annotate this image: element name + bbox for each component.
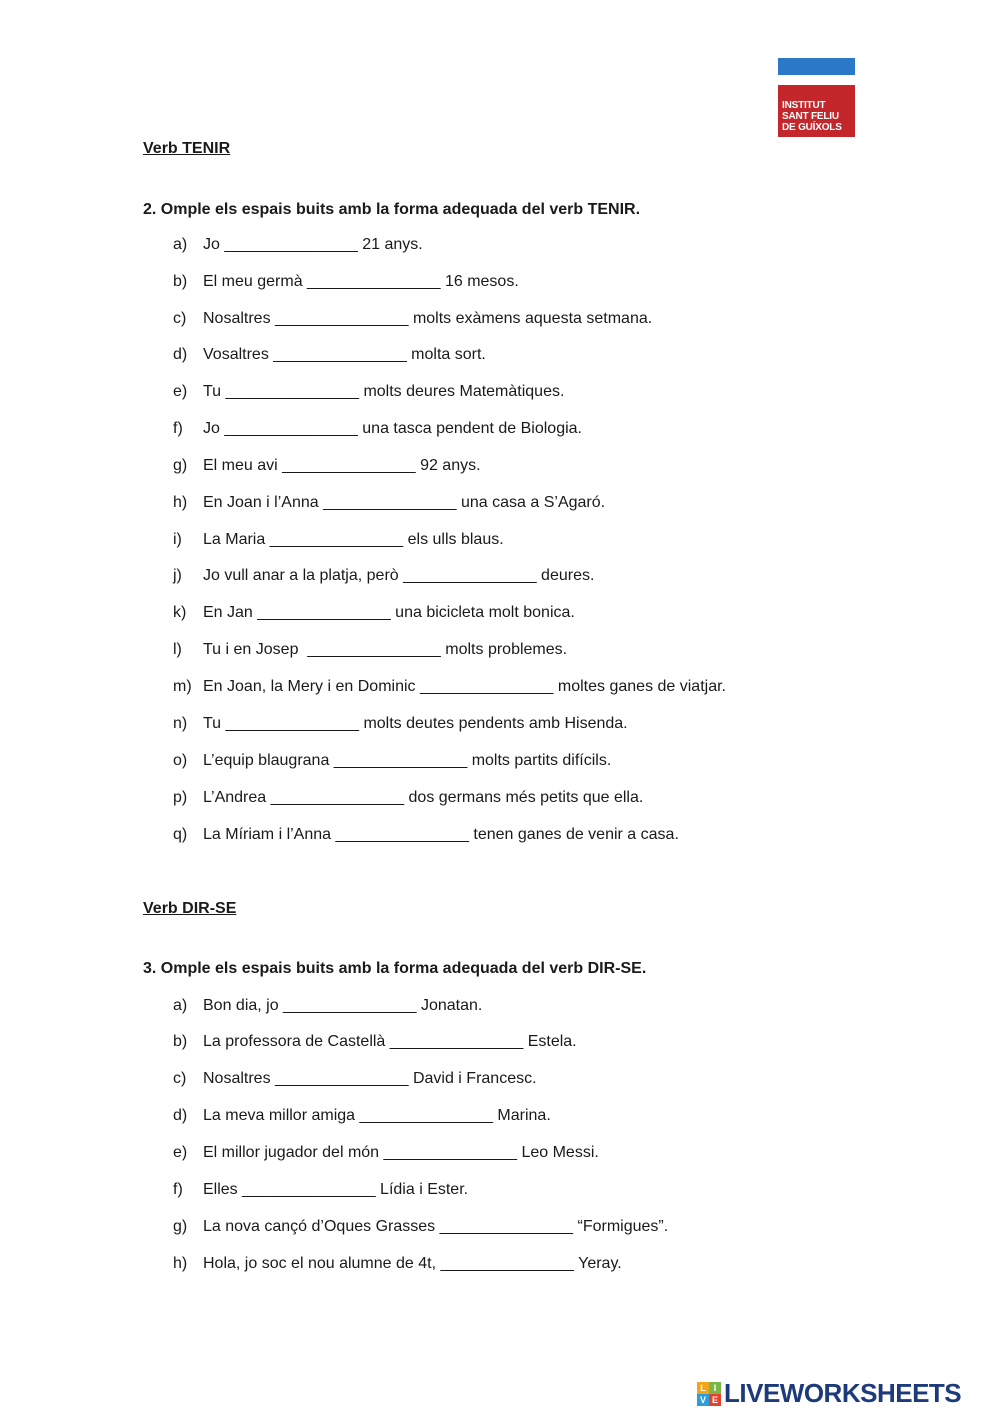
item-letter: h) <box>173 1255 188 1272</box>
icon-cell: L <box>697 1382 709 1394</box>
instruction-tenir: 2. Omple els espais buits amb la forma adequada del verb TENIR. <box>143 201 641 218</box>
item-text: La Míriam i l’Anna _______________ tenen ganes de venir a casa. <box>203 826 679 843</box>
item-letter: l) <box>173 641 182 658</box>
brand-text: LIVEWORKSHEETS <box>724 1378 962 1408</box>
item-letter: d) <box>173 346 188 363</box>
exercise-item <box>173 752 611 770</box>
item-letter: h) <box>173 494 188 511</box>
item-letter: e) <box>173 1144 188 1161</box>
item-letter: b) <box>173 273 188 290</box>
item-text: En Jan _______________ una bicicleta molt bonica. <box>203 604 575 621</box>
item-text: Hola, jo soc el nou alumne de 4t, _______________ Yeray. <box>203 1255 622 1272</box>
item-letter: g) <box>173 1218 188 1235</box>
exercise-item <box>173 567 594 585</box>
item-letter: c) <box>173 310 187 327</box>
icon-cell: V <box>697 1394 709 1406</box>
exercise-item <box>173 715 628 733</box>
item-letter: i) <box>173 531 182 548</box>
item-text: Tu _______________ molts deutes pendents amb Hisenda. <box>203 715 628 732</box>
exercise-item <box>173 1070 537 1088</box>
item-text: Nosaltres _______________ David i Francesc. <box>203 1070 537 1087</box>
item-letter: j) <box>173 567 182 584</box>
item-text: En Joan, la Mery i en Dominic _______________ moltes ganes de viatjar. <box>203 678 726 695</box>
liveworksheets-icon <box>697 1382 721 1406</box>
item-letter: p) <box>173 789 188 806</box>
logo-line-1: INSTITUT <box>782 100 826 111</box>
liveworksheets-brand[interactable] <box>697 1378 961 1409</box>
logo-line-2: SANT FELIU <box>782 111 839 122</box>
item-text: El meu germà _______________ 16 mesos. <box>203 273 519 290</box>
icon-cell: E <box>709 1394 721 1406</box>
instruction-dirse: 3. Omple els espais buits amb la forma adequada del verb DIR-SE. <box>143 960 647 977</box>
item-letter: g) <box>173 457 188 474</box>
exercise-item <box>173 604 575 622</box>
item-text: Jo _______________ una tasca pendent de Biologia. <box>203 420 582 437</box>
item-text: Vosaltres _______________ molta sort. <box>203 346 486 363</box>
section-title-dirse: Verb DIR-SE <box>143 900 237 917</box>
exercise-item <box>173 531 504 549</box>
item-letter: k) <box>173 604 187 621</box>
exercise-item <box>173 420 582 438</box>
item-letter: q) <box>173 826 188 843</box>
item-letter: o) <box>173 752 188 769</box>
item-text: En Joan i l’Anna _______________ una casa a S’Agaró. <box>203 494 606 511</box>
exercise-item <box>173 383 564 401</box>
item-letter: f) <box>173 420 183 437</box>
exercise-item <box>173 1255 622 1273</box>
icon-cell: I <box>709 1382 721 1394</box>
item-letter: a) <box>173 236 188 253</box>
item-letter: a) <box>173 997 188 1014</box>
item-text: L’Andrea _______________ dos germans més petits que ella. <box>203 789 644 806</box>
exercise-item <box>173 1181 468 1199</box>
exercise-item <box>173 273 519 291</box>
item-text: Bon dia, jo _______________ Jonatan. <box>203 997 483 1014</box>
exercise-item <box>173 1144 599 1162</box>
exercise-item <box>173 1107 551 1125</box>
item-letter: f) <box>173 1181 183 1198</box>
item-letter: e) <box>173 383 188 400</box>
item-text: Nosaltres _______________ molts exàmens aquesta setmana. <box>203 310 653 327</box>
item-text: El millor jugador del món _______________ Leo Messi. <box>203 1144 599 1161</box>
school-logo <box>778 58 855 137</box>
item-text: Elles _______________ Lídia i Ester. <box>203 1181 469 1198</box>
logo-band <box>778 58 855 75</box>
exercise-item <box>173 310 652 328</box>
item-letter: c) <box>173 1070 187 1087</box>
item-text: L’equip blaugrana _______________ molts partits difícils. <box>203 752 612 769</box>
exercise-item <box>173 494 605 512</box>
item-text: Jo vull anar a la platja, però _______________ deures. <box>203 567 595 584</box>
item-text: La nova cançó d’Oques Grasses _______________ “Formigues”. <box>203 1218 669 1235</box>
exercise-item <box>173 236 423 254</box>
section-title-tenir: Verb TENIR <box>143 140 231 157</box>
exercise-item <box>173 1033 577 1051</box>
exercise-item <box>173 1218 668 1236</box>
item-letter: n) <box>173 715 188 732</box>
exercise-item <box>173 678 726 696</box>
item-letter: b) <box>173 1033 188 1050</box>
logo-line-3: DE GUÍXOLS <box>782 122 842 133</box>
exercise-item <box>173 346 486 364</box>
exercise-item <box>173 641 567 659</box>
item-text: La professora de Castellà _______________ Estela. <box>203 1033 577 1050</box>
exercise-item <box>173 997 482 1015</box>
exercise-item <box>173 457 481 475</box>
exercise-item <box>173 789 643 807</box>
item-text: Tu _______________ molts deures Matemàtiques. <box>203 383 565 400</box>
item-text: Tu i en Josep _______________ molts problemes. <box>203 641 568 658</box>
item-text: El meu avi _______________ 92 anys. <box>203 457 481 474</box>
item-letter: m) <box>173 678 192 695</box>
item-letter: d) <box>173 1107 188 1124</box>
item-text: La meva millor amiga _______________ Marina. <box>203 1107 551 1124</box>
item-text: La Maria _______________ els ulls blaus. <box>203 531 504 548</box>
exercise-item <box>173 826 679 844</box>
item-text: Jo _______________ 21 anys. <box>203 236 423 253</box>
